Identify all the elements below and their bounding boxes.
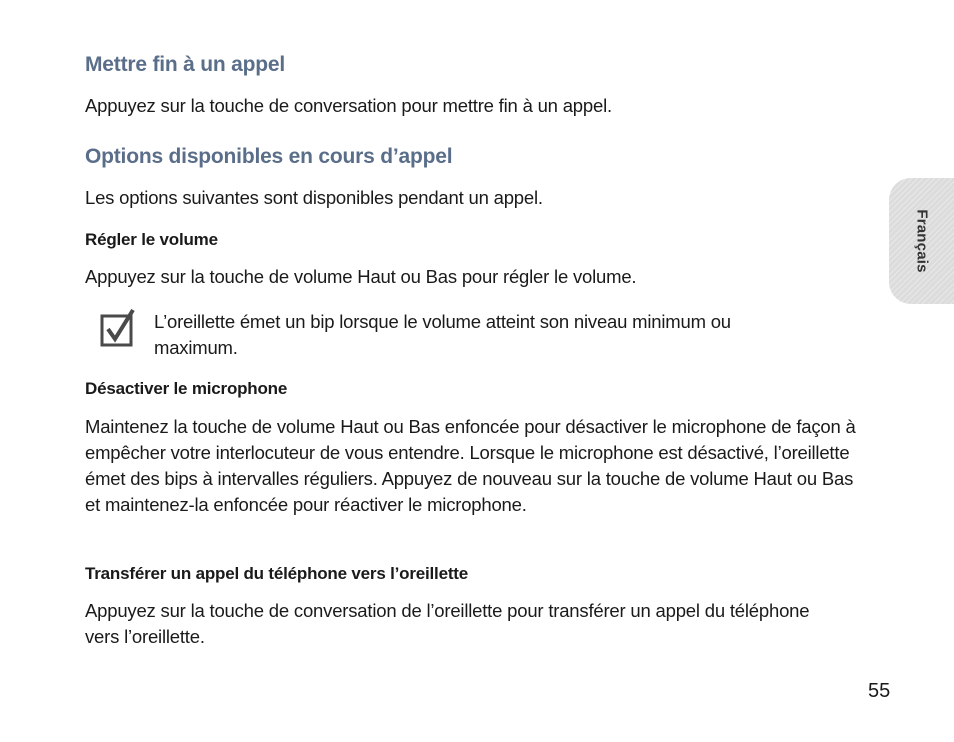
paragraph-transfer: Appuyez sur la touche de conversation de l’oreillette pour transférer un appel du téléphone vers l’oreillette. <box>85 600 810 647</box>
subheading-transfer: Transférer un appel du téléphone vers l’oreillette <box>85 564 469 583</box>
section-heading-end-call: Mettre fin à un appel <box>85 53 285 76</box>
language-side-tab-label: Français <box>913 209 930 273</box>
checkbox-note-icon <box>100 309 136 347</box>
paragraph-end-call: Appuyez sur la touche de conversation pour mettre fin à un appel. <box>85 95 612 116</box>
note-volume: L’oreillette émet un bip lorsque le volume atteint son niveau minimum ou maximum. <box>154 311 731 358</box>
paragraph-options: Les options suivantes sont disponibles pendant un appel. <box>85 187 543 208</box>
subheading-volume: Régler le volume <box>85 230 218 249</box>
section-heading-options: Options disponibles en cours d’appel <box>85 145 453 168</box>
page-number: 55 <box>868 680 891 702</box>
paragraph-mute: Maintenez la touche de volume Haut ou Bas enfoncée pour désactiver le microphone de façon à empêcher votre interlocuteur de vous entendre. Lorsque le microphone est désactivé, l’oreillette émet des bips à intervalles réguliers. Appuyez de nouveau sur la touche de volume Haut ou Bas et maintenez-la enfoncée pour réactiver le microphone. <box>85 416 856 515</box>
subheading-mute: Désactiver le microphone <box>85 379 288 398</box>
paragraph-volume: Appuyez sur la touche de volume Haut ou Bas pour régler le volume. <box>85 266 637 287</box>
language-side-tab <box>889 178 954 304</box>
